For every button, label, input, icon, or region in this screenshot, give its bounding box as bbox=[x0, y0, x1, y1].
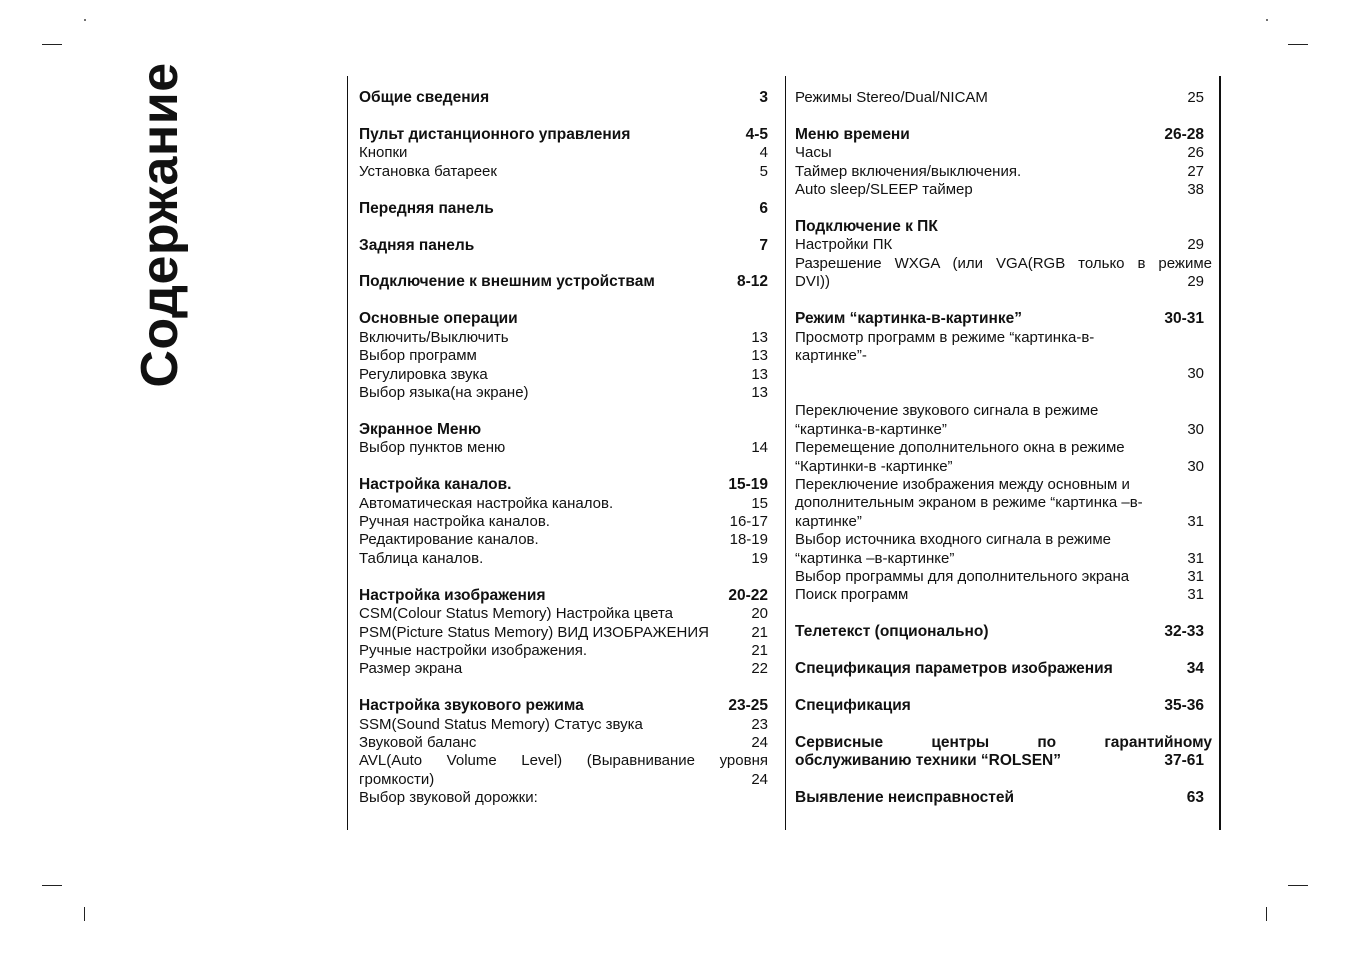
toc-entry-title: Подключение к внешним устройствам bbox=[359, 273, 655, 291]
toc-entry-title: Меню времени bbox=[795, 125, 910, 143]
section-gap bbox=[795, 384, 1212, 403]
toc-entry-title: Режим “картинка-в-картинке” bbox=[795, 310, 1023, 328]
toc-section-heading bbox=[795, 752, 1212, 770]
toc-entry-title: Экранное Меню bbox=[359, 420, 482, 438]
toc-page-number: 34 bbox=[1186, 660, 1204, 678]
toc-page-number: 13 bbox=[751, 383, 768, 401]
toc-section-heading bbox=[795, 734, 1212, 752]
toc-entry-title: Таймер включения/выключения. bbox=[795, 162, 1022, 180]
toc-page-number: 4 bbox=[759, 144, 768, 162]
toc-entry bbox=[359, 347, 768, 365]
toc-entry-title: Настройки ПК bbox=[795, 236, 893, 254]
toc-page-number: 15 bbox=[751, 494, 768, 512]
toc-entry bbox=[795, 402, 1212, 420]
toc-entry-title: Звуковой баланс bbox=[359, 734, 477, 752]
toc-entry-title: Основные операции bbox=[359, 310, 518, 328]
toc-entry-title: DVI)) bbox=[795, 273, 830, 291]
section-gap bbox=[359, 402, 768, 421]
section-gap bbox=[359, 255, 768, 274]
toc-page-number: 7 bbox=[759, 236, 768, 254]
section-gap bbox=[359, 568, 768, 587]
toc-entry-title: Выбор источника входного сигнала в режиме bbox=[795, 531, 1112, 549]
toc-page-number: 30 bbox=[1187, 365, 1204, 383]
toc-entry-title: Редактирование каналов. bbox=[359, 531, 539, 549]
toc-page-number: 30-31 bbox=[1164, 310, 1204, 328]
toc-page-number: 27 bbox=[1187, 162, 1204, 180]
toc-entry bbox=[795, 255, 1212, 273]
toc-entry-title: Сервисные центры по гарантийному bbox=[795, 733, 1212, 751]
toc-entry bbox=[359, 513, 768, 531]
toc-entry-title: обслуживанию техники “ROLSEN” bbox=[795, 752, 1062, 770]
crop-mark bbox=[1288, 885, 1308, 886]
toc-entry-title: Выбор программ bbox=[359, 347, 477, 365]
toc-section-heading bbox=[359, 476, 768, 494]
toc-entry-title: Спецификация параметров изображения bbox=[795, 660, 1113, 678]
section-gap bbox=[795, 200, 1212, 219]
section-gap bbox=[795, 679, 1212, 698]
toc-section-heading bbox=[795, 623, 1212, 641]
toc-entry bbox=[359, 366, 768, 384]
toc-entry-title: Общие сведения bbox=[359, 89, 490, 106]
section-gap bbox=[795, 642, 1212, 661]
toc-entry bbox=[795, 439, 1212, 457]
toc-section-heading bbox=[795, 218, 1212, 236]
toc-page-number: 31 bbox=[1187, 512, 1204, 530]
toc-entry bbox=[359, 624, 768, 642]
toc-entry-title: Разрешение WXGA (или VGA(RGB только в режиме bbox=[795, 254, 1212, 272]
toc-right-column bbox=[795, 89, 1212, 808]
toc-page-number: 31 bbox=[1187, 567, 1204, 585]
toc-entry bbox=[795, 586, 1212, 604]
toc-entry-title: Задняя панель bbox=[359, 236, 475, 254]
section-gap bbox=[359, 679, 768, 698]
toc-entry bbox=[795, 550, 1212, 568]
section-gap bbox=[795, 715, 1212, 734]
toc-entry bbox=[359, 531, 768, 549]
toc-entry-title: Настройка звукового режима bbox=[359, 697, 584, 715]
toc-page-number: 23 bbox=[751, 715, 768, 733]
crop-mark bbox=[42, 44, 62, 45]
toc-page-number: 3 bbox=[759, 89, 768, 106]
toc-entry-title: Спецификация bbox=[795, 697, 911, 715]
toc-page-number: 5 bbox=[759, 162, 768, 180]
toc-entry-title bbox=[795, 365, 1212, 383]
toc-entry-title: дополнительным экраном в режиме “картинка –в- bbox=[795, 494, 1143, 512]
crop-mark bbox=[1266, 907, 1267, 921]
toc-section-heading bbox=[359, 697, 768, 715]
toc-entry-title: громкости) bbox=[359, 770, 435, 788]
toc-entry bbox=[795, 144, 1212, 162]
toc-entry bbox=[795, 531, 1212, 549]
toc-page-number: 23-25 bbox=[728, 697, 768, 715]
toc-entry bbox=[359, 660, 768, 678]
toc-entry-title: SSM(Sound Status Memory) Статус звука bbox=[359, 715, 643, 733]
toc-page-number: 13 bbox=[751, 328, 768, 346]
toc-entry bbox=[795, 329, 1212, 366]
toc-entry bbox=[795, 236, 1212, 254]
toc-page-number: 30 bbox=[1187, 420, 1204, 438]
toc-entry bbox=[795, 365, 1212, 383]
toc-entry-title: Включить/Выключить bbox=[359, 328, 509, 346]
toc-entry-title: “картинка-в-картинке” bbox=[795, 420, 947, 438]
toc-page-number: 15-19 bbox=[728, 476, 768, 494]
toc-entry-title: Перемещение дополнительного окна в режиме bbox=[795, 439, 1125, 457]
toc-page-number: 22 bbox=[751, 660, 768, 678]
toc-entry bbox=[795, 476, 1212, 494]
toc-section-heading bbox=[795, 660, 1212, 678]
toc-entry bbox=[359, 550, 768, 568]
toc-section-heading bbox=[359, 200, 768, 218]
toc-entry-title: Таблица каналов. bbox=[359, 549, 484, 567]
column-divider-middle bbox=[785, 76, 786, 830]
toc-page-number: 31 bbox=[1187, 549, 1204, 567]
toc-entry bbox=[795, 458, 1212, 476]
toc-entry bbox=[359, 789, 768, 807]
toc-entry-title: Телетекст (опционально) bbox=[795, 623, 989, 641]
toc-entry bbox=[795, 89, 1212, 107]
toc-page-number: 6 bbox=[759, 199, 768, 217]
toc-entry-title: Размер экрана bbox=[359, 660, 463, 678]
toc-entry-title: Установка батареек bbox=[359, 162, 497, 180]
toc-entry bbox=[359, 771, 768, 789]
toc-entry bbox=[795, 494, 1212, 512]
toc-page-number: 63 bbox=[1186, 789, 1204, 807]
toc-page-number: 32-33 bbox=[1164, 623, 1204, 641]
toc-entry-title: “Картинки-в -картинке” bbox=[795, 457, 953, 475]
toc-page-number: 18-19 bbox=[729, 531, 768, 549]
crop-mark bbox=[42, 885, 62, 886]
toc-entry-title: Выбор программы для дополнительного экрана bbox=[795, 567, 1130, 585]
toc-entry bbox=[359, 734, 768, 752]
toc-entry-title: Пульт дистанционного управления bbox=[359, 125, 631, 143]
section-gap bbox=[795, 605, 1212, 624]
toc-entry-title: Передняя панель bbox=[359, 199, 494, 217]
toc-page-number: 35-36 bbox=[1164, 697, 1204, 715]
page-title bbox=[110, 62, 210, 388]
section-gap bbox=[795, 292, 1212, 311]
toc-page-number: 30 bbox=[1187, 457, 1204, 475]
toc-section-heading bbox=[359, 587, 768, 605]
toc-entry-title: Настройка изображения bbox=[359, 586, 546, 604]
toc-entry bbox=[795, 163, 1212, 181]
toc-page-number: 20 bbox=[751, 605, 768, 623]
toc-page-number: 21 bbox=[751, 623, 768, 641]
toc-page-number: 38 bbox=[1187, 181, 1204, 199]
toc-entry bbox=[359, 439, 768, 457]
toc-entry bbox=[795, 513, 1212, 531]
toc-section-heading bbox=[359, 421, 768, 439]
registration-dot bbox=[1266, 19, 1268, 21]
section-gap bbox=[359, 292, 768, 311]
toc-entry bbox=[359, 642, 768, 660]
section-gap bbox=[359, 181, 768, 200]
page-title-text: Содержание bbox=[131, 62, 189, 388]
toc-page-number: 24 bbox=[751, 734, 768, 752]
toc-entry-title: Режимы Stereo/Dual/NICAM bbox=[795, 89, 988, 106]
toc-entry-title: Регулировка звука bbox=[359, 365, 488, 383]
toc-page-number: 16-17 bbox=[729, 513, 768, 530]
column-divider-right bbox=[1219, 76, 1221, 830]
toc-entry bbox=[359, 495, 768, 513]
section-gap bbox=[359, 458, 768, 477]
toc-entry-title: Автоматическая настройка каналов. bbox=[359, 494, 614, 512]
toc-section-heading bbox=[795, 697, 1212, 715]
toc-section-heading bbox=[795, 789, 1212, 807]
toc-entry-title: Настройка каналов. bbox=[359, 476, 512, 494]
toc-entry bbox=[359, 144, 768, 162]
crop-mark bbox=[84, 907, 85, 921]
registration-dot bbox=[84, 19, 86, 21]
toc-entry-title: AVL(Auto Volume Level) (Выравнивание уровня bbox=[359, 752, 768, 770]
toc-page-number: 25 bbox=[1187, 89, 1204, 106]
toc-entry bbox=[359, 329, 768, 347]
toc-entry-title: Выбор пунктов меню bbox=[359, 439, 506, 457]
toc-entry bbox=[359, 605, 768, 623]
toc-entry-title: PSM(Picture Status Memory) ВИД ИЗОБРАЖЕНИЯ bbox=[359, 623, 709, 641]
toc-entry-title: Ручные настройки изображения. bbox=[359, 641, 588, 659]
toc-page-number: 14 bbox=[751, 439, 768, 457]
toc-page-number: 4-5 bbox=[745, 125, 768, 143]
toc-entry-title: Выявление неисправностей bbox=[795, 789, 1014, 807]
toc-entry bbox=[359, 716, 768, 734]
section-gap bbox=[359, 218, 768, 237]
toc-entry-title: CSM(Colour Status Memory) Настройка цвета bbox=[359, 605, 673, 623]
toc-entry bbox=[795, 273, 1212, 291]
toc-entry-title: “картинка –в-картинке” bbox=[795, 549, 955, 567]
toc-entry-title: Ручная настройка каналов. bbox=[359, 513, 550, 530]
toc-page-number: 37-61 bbox=[1164, 752, 1204, 770]
section-gap bbox=[795, 107, 1212, 126]
toc-entry-title: Поиск программ bbox=[795, 586, 909, 604]
toc-page-number: 31 bbox=[1187, 586, 1204, 604]
toc-page-number: 21 bbox=[751, 641, 768, 659]
toc-section-heading bbox=[359, 126, 768, 144]
toc-page-number: 20-22 bbox=[728, 586, 768, 604]
toc-entry-title: Выбор языка(на экране) bbox=[359, 383, 529, 401]
toc-entry-title: Выбор звуковой дорожки: bbox=[359, 789, 538, 807]
toc-entry-title: Подключение к ПК bbox=[795, 218, 938, 236]
toc-entry-title: Переключение изображения между основным и bbox=[795, 475, 1130, 493]
toc-section-heading bbox=[795, 126, 1212, 144]
section-gap bbox=[795, 771, 1212, 790]
toc-page-number: 13 bbox=[751, 365, 768, 383]
toc-entry bbox=[359, 384, 768, 402]
toc-entry-title: Часы bbox=[795, 144, 832, 162]
toc-page-number: 26-28 bbox=[1164, 125, 1204, 143]
toc-entry bbox=[795, 181, 1212, 199]
toc-section-heading bbox=[359, 237, 768, 255]
toc-page-number: 8-12 bbox=[736, 273, 768, 291]
toc-entry bbox=[795, 421, 1212, 439]
section-gap bbox=[359, 107, 768, 126]
toc-page-number: 24 bbox=[751, 770, 768, 788]
toc-entry-title: Auto sleep/SLEEP таймер bbox=[795, 181, 973, 199]
toc-left-column bbox=[359, 89, 768, 808]
toc-page-number: 29 bbox=[1187, 236, 1204, 254]
toc-entry-title: Кнопки bbox=[359, 144, 408, 162]
column-divider-left bbox=[347, 76, 348, 830]
toc-page-number: 13 bbox=[751, 347, 768, 365]
crop-mark bbox=[1288, 44, 1308, 45]
toc-section-heading bbox=[795, 310, 1212, 328]
toc-section-heading bbox=[359, 273, 768, 291]
toc-page-number: 29 bbox=[1187, 273, 1204, 291]
toc-entry-title: картинке” bbox=[795, 512, 862, 530]
toc-page-number: 26 bbox=[1187, 144, 1204, 162]
toc-section-heading bbox=[359, 310, 768, 328]
toc-entry bbox=[359, 752, 768, 770]
toc-page-number: 19 bbox=[751, 549, 768, 567]
toc-entry bbox=[795, 568, 1212, 586]
toc-section-heading bbox=[359, 89, 768, 107]
toc-entry-title: Переключение звукового сигнала в режиме bbox=[795, 402, 1099, 420]
toc-entry bbox=[359, 163, 768, 181]
toc-entry-title: Просмотр программ в режиме “картинка-в-картинке”- bbox=[795, 328, 1095, 364]
